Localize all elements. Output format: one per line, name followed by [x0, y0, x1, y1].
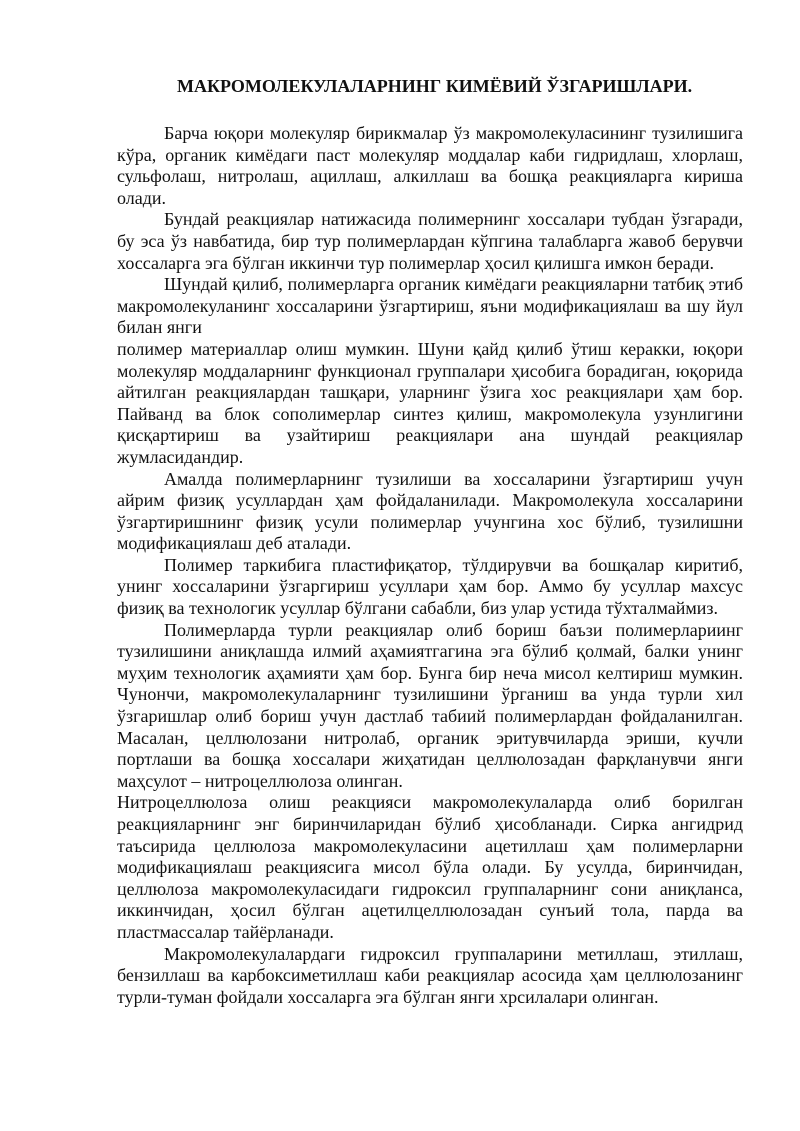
paragraph-5: Амалда полимерларнинг тузилиши ва хоссаларини ўзгартириш учун айрим физиқ усуллардан ҳам фойдаланилади. Макромолекула хоссаларини ўзгартиришнинг физиқ усули полимерлар учунгина хос бўлиб, тузилишни модификациялаш деб аталади.	[117, 468, 743, 554]
paragraph-1: Барча юқори молекуляр бирикмалар ўз макромолекуласининг тузилишига кўра, органик кимёдаги паст молекуляр моддалар каби гидридлаш, хлорлаш, сульфолаш, нитролаш, ациллаш, алкиллаш ва бошқа реакцияларга кириша олади.	[117, 123, 743, 208]
paragraph-9: Макромолекулалардаги гидроксил группаларини метиллаш, этиллаш, бензиллаш ва карбоксиметиллаш каби реакциялар асосида ҳам целлюлозанинг турли-туман фойдали хоссаларга эга бўлган янги хрсилалари олинган.	[117, 943, 743, 1007]
document-page	[117, 74, 743, 1008]
paragraph-7: Полимерларда турли реакциялар олиб бориш баъзи полимерлариинг тузилишини аниқлашда илмий аҳамиятгагина эга бўлиб қолмай, балки унинг муҳим технологик аҳамияти ҳам бор. Бунга бир неча мисол келтириш мумкин. Чунончи, макромолекулаларнинг тузилишини ўрганиш ва унда турли хил ўзгаришлар олиб бориш учун дастлаб табиий полимерлардан фойдаланилган. Масалан, целлюлозани нитролаб, органик эритувчиларда эриши, кучли портлаши ва бошқа хоссалари жиҳатидан целлюлозадан фарқланувчи янги маҳсулот – нитроцеллюлоза олинган.	[117, 619, 743, 791]
paragraph-6: Полимер таркибига пластифиқатор, тўлдирувчи ва бошқалар киритиб, унинг хоссаларини ўзгаргириш усуллари ҳам бор. Аммо бу усуллар махсус физиқ ва технологик усуллар бўлгани сабабли, биз улар устида тўхталмаймиз.	[117, 554, 743, 619]
paragraph-8: Нитроцеллюлоза олиш реакцияси макромолекулаларда олиб борилган реакцияларнинг энг биринчиларидан бўлиб ҳисобланади. Сирка ангидрид таъсирида целлюлоза макромолекуласини ацетиллаш ҳам полимерларни модификациялаш реакциясига мисол бўла олади. Бу усулда, биринчидан, целлюлоза макромолекуласидаги гидроксил группаларнинг сони аниқланса, иккинчидан, ҳосил бўлган ацетилцеллюлозадан сунъий тола, парда ва пластмассалар тайёрланади.	[117, 792, 743, 942]
document-title: МАКРОМОЛЕКУЛАЛАРНИНГ КИМЁВИЙ ЎЗГАРИШЛАРИ.	[177, 76, 693, 96]
paragraph-2: Бундай реакциялар натижасида полимернинг хоссалари тубдан ўзгаради, бу эса ўз навбатида, бир тур полимерлардан кўпгина талабларга жавоб берувчи хоссаларга эга бўлган иккинчи тур полимерлар ҳосил қилишга имкон беради.	[117, 209, 743, 273]
paragraph-3: Шундай қилиб, полимерларга органик кимёдаги реакцияларни татбиқ этиб макромолекуланинг хоссаларини ўзгартириш, яъни модификациялаш ва шу йул билан янги	[117, 274, 743, 338]
paragraph-4: полимер материаллар олиш мумкин. Шуни қайд қилиб ўтиш керакки, юқори молекуляр моддаларнинг функционал группалари ҳисобига борадиган, юқорида айтилган реакциялардан ташқари, уларнинг ўзига хос реакциялари ҳам бор. Пайванд ва блок сополимерлар синтез қилиш, макромолекула узунлигини қисқартириш ва узайтириш реакциялари ана шундай реакциялар жумласидандир.	[117, 338, 743, 467]
